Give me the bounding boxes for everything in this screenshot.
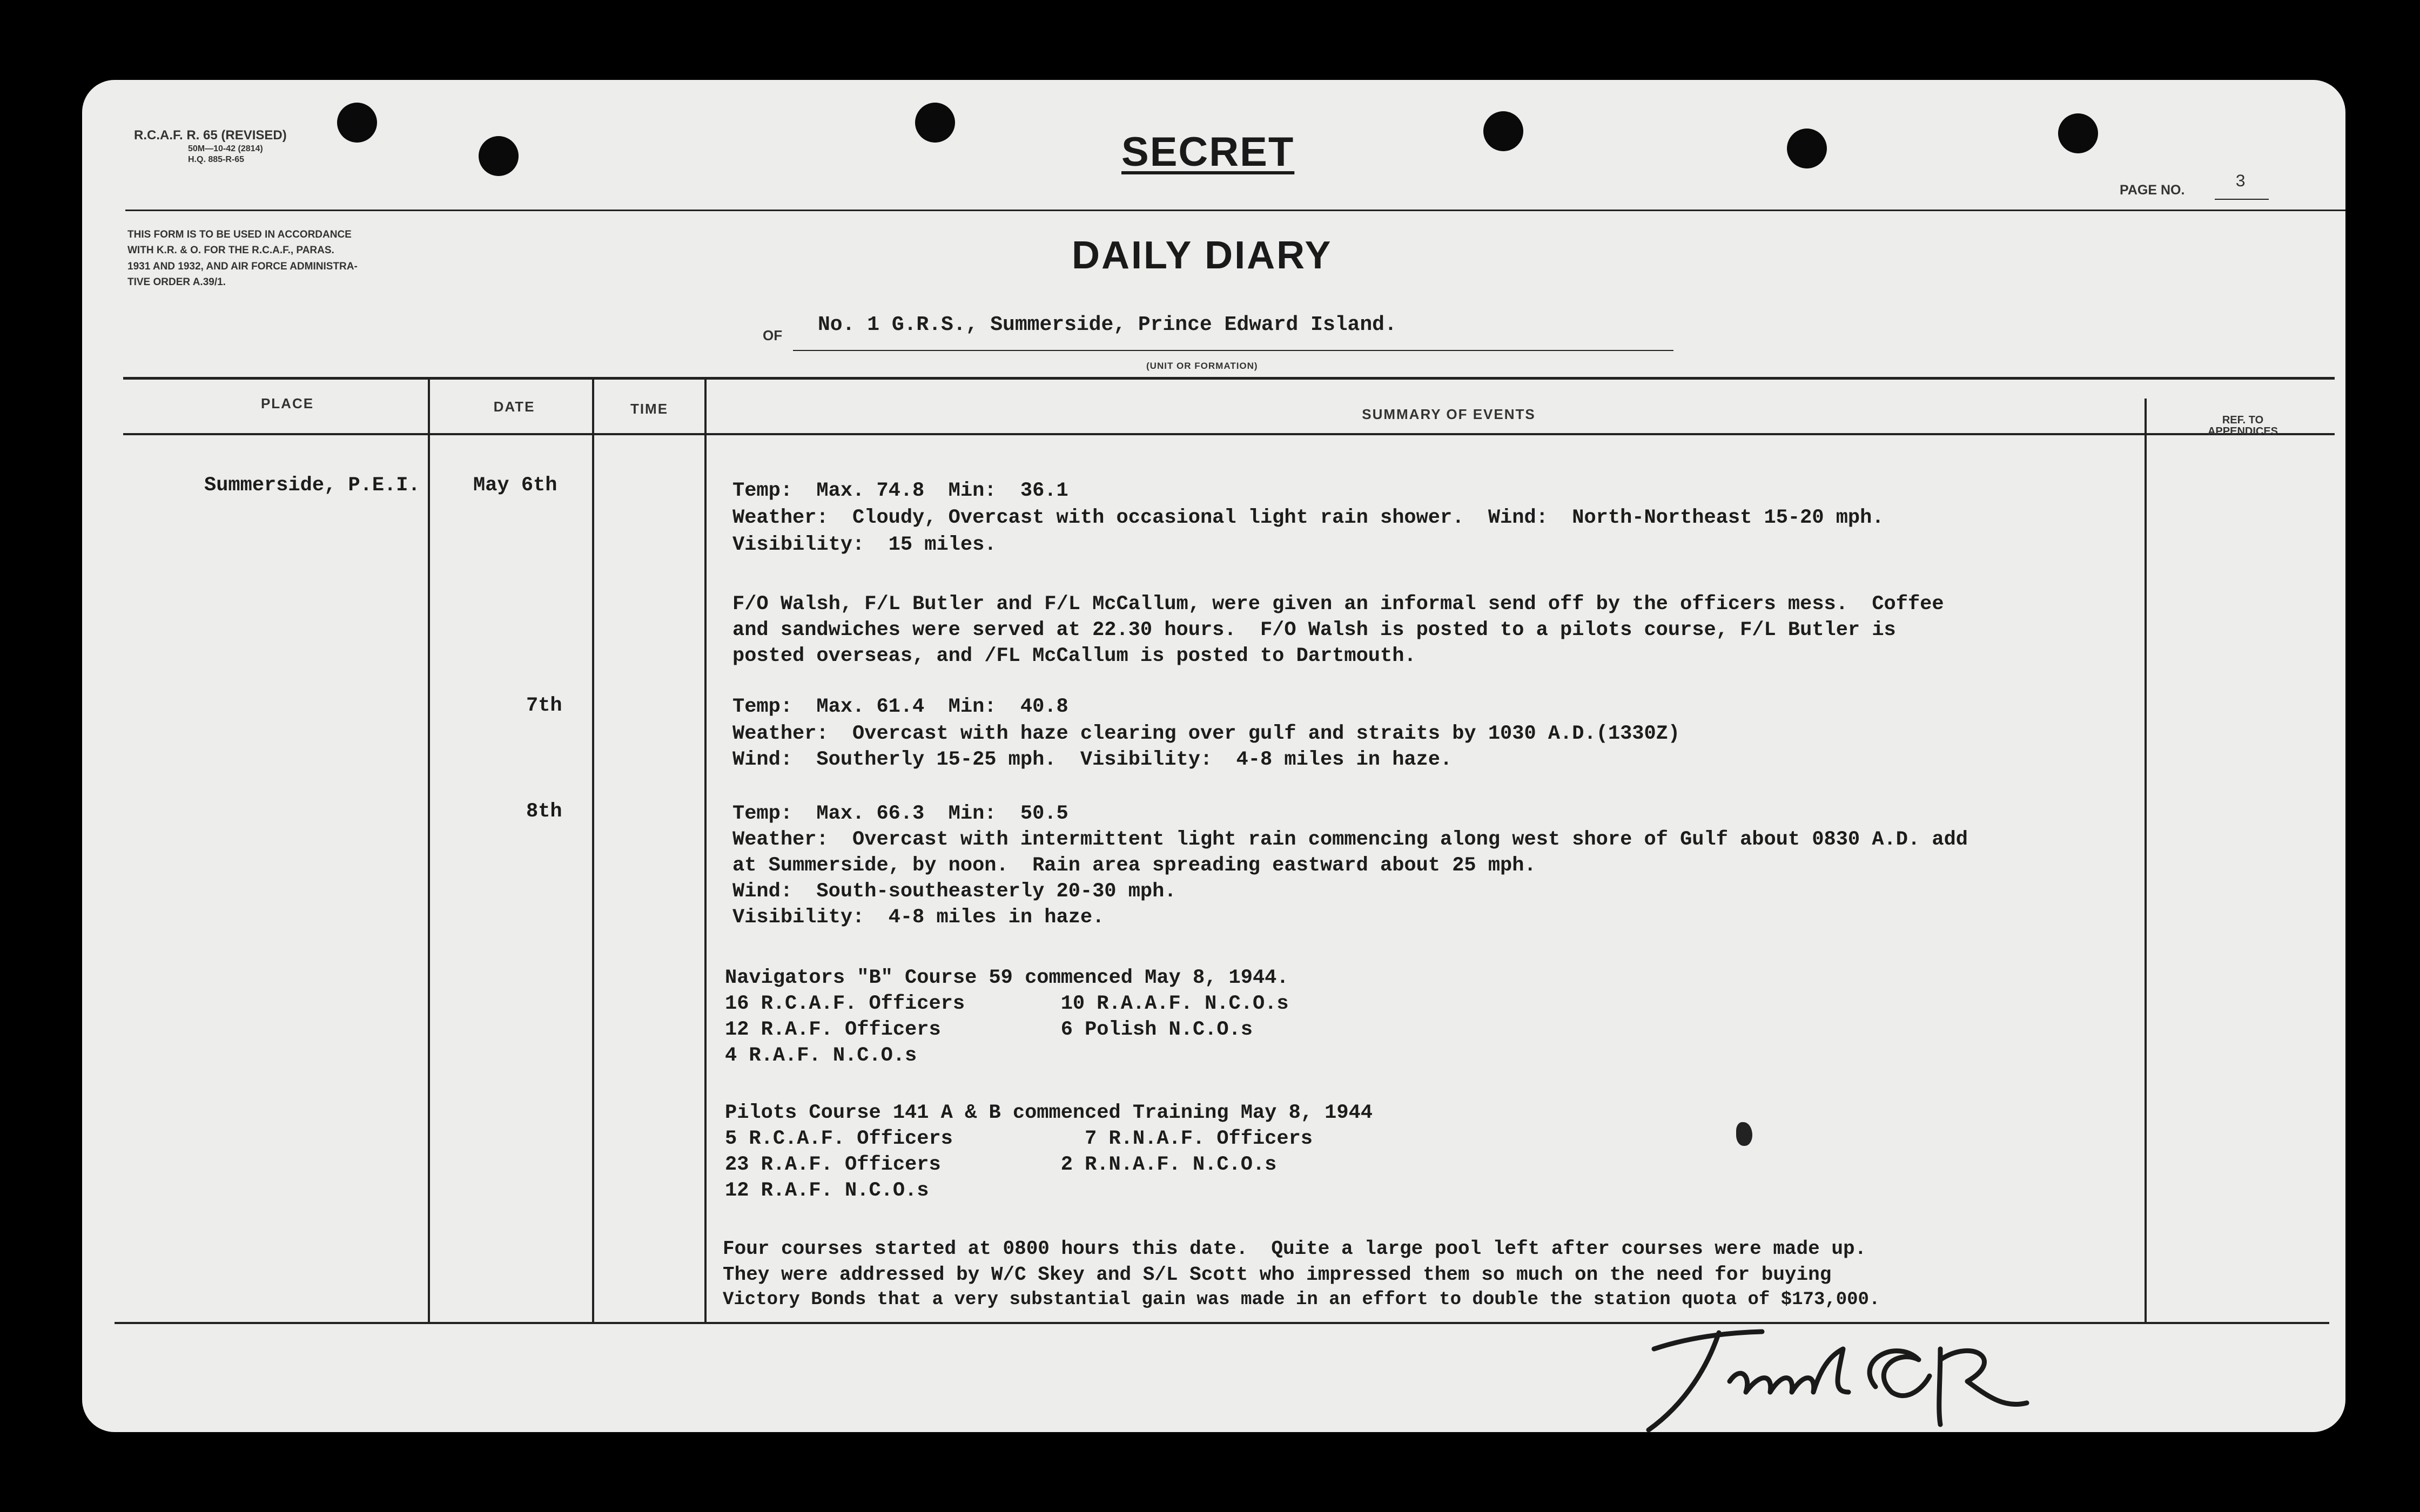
date-entry: 7th — [526, 694, 562, 717]
page-number-value: 3 — [2235, 172, 2246, 192]
diary-form — [82, 80, 2345, 1432]
unit-underline — [793, 350, 1673, 351]
header-rule — [125, 210, 2345, 211]
time-header: TIME — [630, 401, 669, 417]
page-title: DAILY DIARY — [1072, 234, 1333, 277]
classification-heading: SECRET — [1121, 129, 1295, 175]
summary-line: Victory Bonds that a very substantial gain was made in an effort to double the station quota of $173,000. — [723, 1290, 1880, 1310]
date-header: DATE — [493, 399, 535, 415]
summary-line: Wind: South-southeasterly 20-30 mph. — [732, 880, 1177, 903]
date-entry: May 6th — [473, 474, 557, 497]
place-entry: Summerside, P.E.I. — [204, 474, 420, 497]
summary-line: 4 R.A.F. N.C.O.s — [725, 1044, 917, 1067]
unit-of-label: OF — [763, 327, 783, 343]
form-code-line1: R.C.A.F. R. 65 (REVISED) — [134, 128, 287, 143]
summary-line: Visibility: 4-8 miles in haze. — [732, 906, 1105, 929]
summary-line: F/O Walsh, F/L Butler and F/L McCallum, were given an informal send off by the officers mess. Coffee — [732, 593, 1944, 616]
ref-header-line2: APPENDICES — [2207, 426, 2278, 437]
summary-line: 12 R.A.F. Officers 6 Polish N.C.O.s — [725, 1018, 1253, 1041]
ref-appendices-header — [2189, 415, 2297, 437]
page-number-underline — [2215, 199, 2269, 200]
summary-line: Temp: Max. 66.3 Min: 50.5 — [732, 802, 1068, 825]
unit-caption: (UNIT OR FORMATION) — [1146, 361, 1258, 371]
summary-line: at Summerside, by noon. Rain area spreading eastward about 25 mph. — [732, 854, 1536, 877]
ref-header-line1: REF. TO — [2222, 414, 2264, 426]
summary-line: Wind: Southerly 15-25 mph. Visibility: 4-8 miles in haze. — [732, 748, 1453, 771]
summary-line: Weather: Cloudy, Overcast with occasional light rain shower. Wind: North-Northeast 15-20 mph. — [732, 507, 1884, 529]
form-code — [134, 127, 287, 165]
ink-blot — [1736, 1122, 1752, 1146]
punch-hole — [337, 103, 377, 143]
summary-line: posted overseas, and /FL McCallum is posted to Dartmouth. — [732, 645, 1416, 667]
form-code-line2: 50M—10-42 (2814) — [188, 144, 263, 153]
summary-line: Weather: Overcast with intermittent light rain commencing along west shore of Gulf about 0830 A.D. add — [732, 828, 1968, 851]
summary-line: and sandwiches were served at 22.30 hours. F/O Walsh is posted to a pilots course, F/L Butler is — [732, 619, 1896, 642]
summary-line: Navigators "B" Course 59 commenced May 8, 1944. — [725, 967, 1289, 989]
summary-line: 16 R.C.A.F. Officers 10 R.A.A.F. N.C.O.s — [725, 993, 1289, 1015]
handwritten-signature — [1638, 1317, 2048, 1446]
punch-hole — [1787, 129, 1827, 168]
column-divider — [704, 378, 707, 1322]
summary-line: 12 R.A.F. N.C.O.s — [725, 1179, 929, 1202]
summary-line: Four courses started at 0800 hours this date. Quite a large pool left after courses were made up. — [723, 1238, 1867, 1260]
page-number-label: PAGE NO. — [2120, 183, 2185, 198]
usage-notice: THIS FORM IS TO BE USED IN ACCORDANCE WITH K.R. & O. FOR THE R.C.A.F., PARAS. 1931 AND 1932, AND AIR FORCE ADMINISTRA- TIVE ORDER A.39/1. — [127, 229, 358, 288]
form-code-line3: H.Q. 885-R-65 — [188, 155, 245, 164]
column-divider — [428, 378, 430, 1322]
column-divider — [592, 378, 594, 1322]
place-header: PLACE — [260, 395, 314, 411]
column-divider — [2145, 399, 2147, 1322]
summary-line: Temp: Max. 61.4 Min: 40.8 — [732, 696, 1068, 718]
table-top-rule — [123, 377, 2335, 380]
unit-value: No. 1 G.R.S., Summerside, Prince Edward Island. — [818, 313, 1397, 336]
summary-line: 5 R.C.A.F. Officers 7 R.N.A.F. Officers — [725, 1128, 1313, 1150]
table-header-rule — [123, 433, 2335, 435]
punch-hole — [915, 103, 955, 143]
date-entry: 8th — [526, 800, 562, 823]
summary-line: Visibility: 15 miles. — [732, 534, 997, 556]
summary-line: Weather: Overcast with haze clearing over gulf and straits by 1030 A.D.(1330Z) — [732, 723, 1680, 745]
punch-hole — [2058, 113, 2098, 153]
summary-line: Pilots Course 141 A & B commenced Training May 8, 1944 — [725, 1102, 1373, 1124]
summary-line: Temp: Max. 74.8 Min: 36.1 — [732, 480, 1068, 502]
summary-line: 23 R.A.F. Officers 2 R.N.A.F. N.C.O.s — [725, 1153, 1277, 1176]
summary-line: They were addressed by W/C Skey and S/L Scott who impressed them so much on the need for buying — [723, 1264, 1832, 1286]
summary-header: SUMMARY OF EVENTS — [1362, 406, 1536, 422]
punch-hole — [479, 136, 519, 176]
punch-hole — [1483, 111, 1523, 151]
